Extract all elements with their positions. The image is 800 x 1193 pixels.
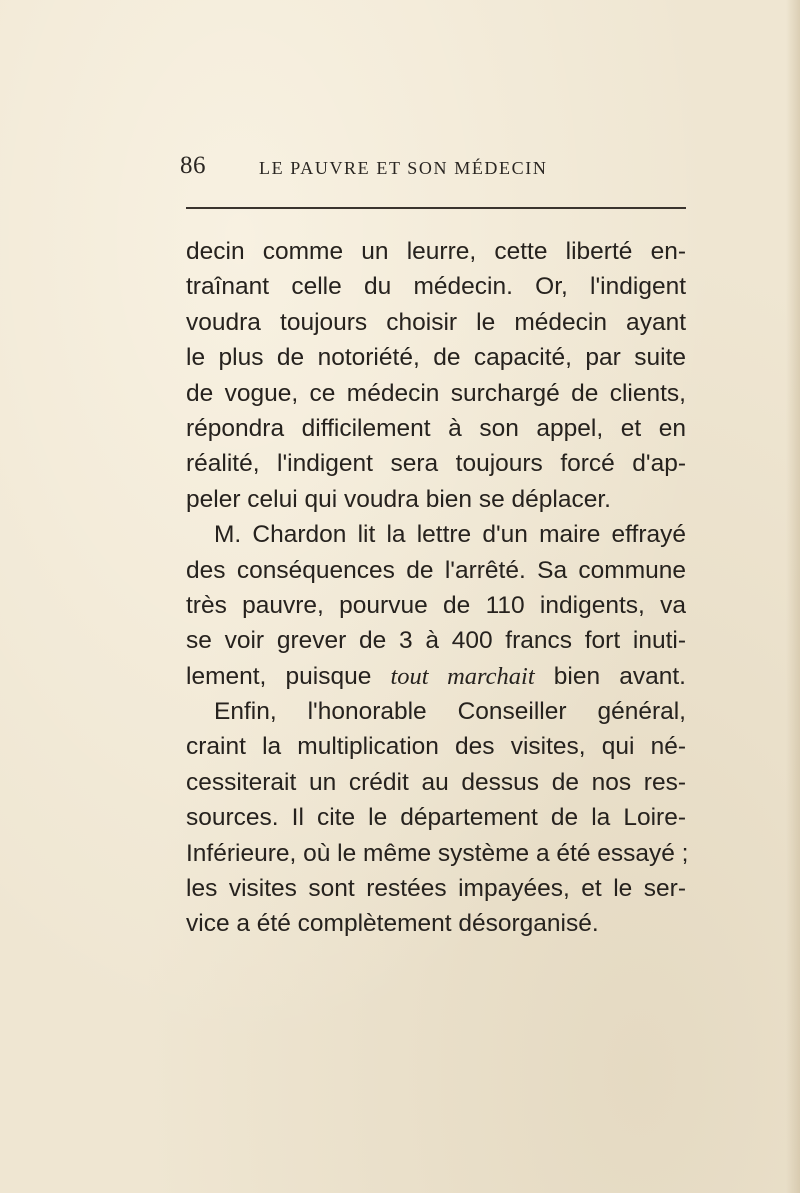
text-line: vice a été complètement désorganisé. [186, 910, 599, 938]
text-line: de vogue, ce médecin surchargé de clients, [186, 379, 686, 407]
text-line: Inférieure, où le même système a été essayé ; [186, 839, 689, 867]
text-segment: lement, puisque [186, 662, 372, 690]
paragraph-start-line: Enfin, l'honorable Conseiller général, [214, 698, 686, 726]
text-line: les visites sont restées impayées, et le ser- [186, 875, 686, 903]
paragraph-start-line: M. Chardon lit la lettre d'un maire effrayé [214, 521, 686, 549]
text-line: peler celui qui voudra bien se déplacer. [186, 485, 611, 513]
text-line: cessiterait un crédit au dessus de nos res- [186, 768, 686, 796]
text-line: répondra difficilement à son appel, et en [186, 414, 686, 442]
text-line: sources. Il cite le département de la Loire- [186, 804, 686, 832]
text-line: des conséquences de l'arrêté. Sa commune [186, 556, 686, 584]
text-segment: bien avant. [553, 662, 686, 690]
text-line: le plus de notoriété, de capacité, par suite [186, 344, 686, 372]
text-line-with-italic [186, 659, 686, 694]
page-number: 86 [180, 152, 206, 179]
header-rule [186, 207, 686, 209]
running-title: LE PAUVRE ET SON MÉDECIN [259, 158, 548, 178]
text-line: craint la multiplication des visites, qui né- [186, 733, 686, 761]
text-line: traînant celle du médecin. Or, l'indigent [186, 273, 686, 301]
italic-phrase: tout marchait [390, 662, 535, 690]
body-text [186, 234, 689, 942]
text-line: decin comme un leurre, cette liberté en- [186, 238, 686, 265]
text-line: voudra toujours choisir le médecin ayant [186, 308, 686, 336]
page-header [180, 152, 620, 186]
text-line: très pauvre, pourvue de 110 indigents, va [186, 591, 686, 619]
page-edge-shadow [786, 0, 800, 1193]
text-line: réalité, l'indigent sera toujours forcé d'ap- [186, 450, 686, 478]
text-line: se voir grever de 3 à 400 francs fort inuti- [186, 627, 686, 655]
